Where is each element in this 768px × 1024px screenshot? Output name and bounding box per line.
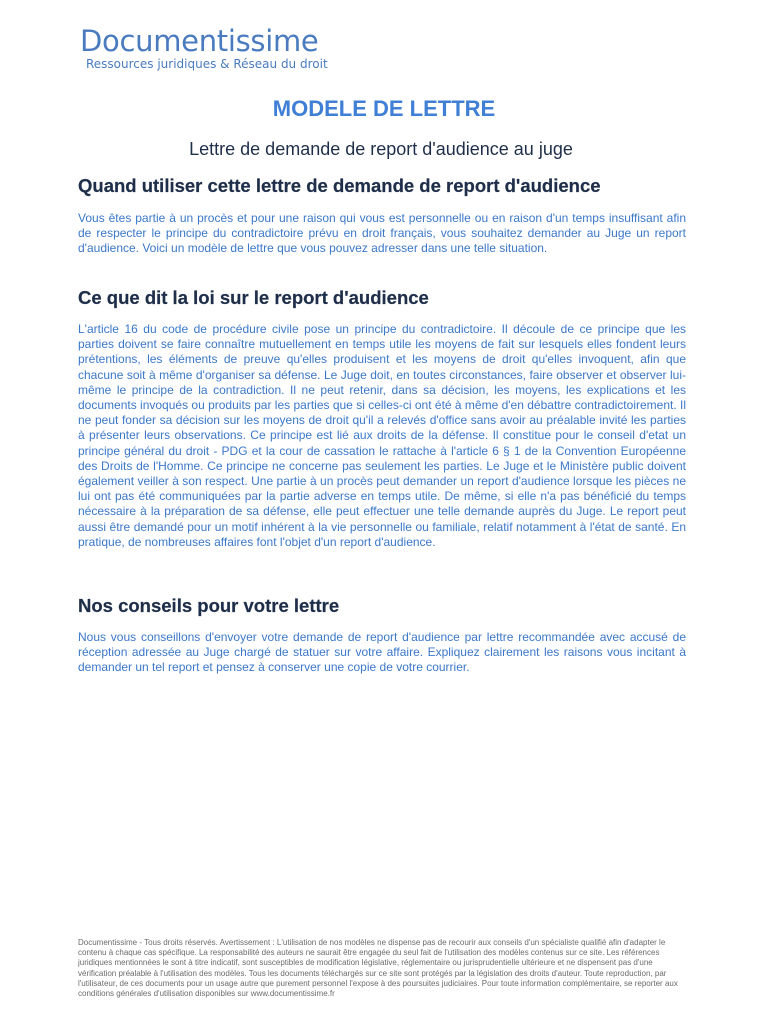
document-title: MODELE DE LETTRE [272,96,496,121]
section-heading-advice: Nos conseils pour votre lettre [78,595,340,616]
site-logo [80,24,328,71]
logo-tagline: Ressources juridiques & Réseau du droit [86,57,328,71]
section-body-when-to-use: Vous êtes partie à un procès et pour une raison qui vous est personnelle ou en raison d'un temps insuffisant afin de respecter le principe du contradictoire prévu en droit français, vous souhaitez demander au Juge un report d'audience. Voici un modèle de lettre que vous pouvez adresser dans une telle situation. [78,211,686,256]
section-heading-law: Ce que dit la loi sur le report d'audience [78,287,429,308]
section-body-advice: Nous vous conseillons d'envoyer votre demande de report d'audience par lettre recommandée avec accusé de réception adressée au Juge chargé de statuer sur votre affaire. Expliquez clairement les raisons vous incitant à demander un tel report et pensez à conserver une copie de votre courrier. [78,630,686,675]
document-subtitle: Lettre de demande de report d'audience au juge [189,139,573,159]
section-heading-when-to-use: Quand utiliser cette lettre de demande de report d'audience [78,175,601,196]
section-body-law: L'article 16 du code de procédure civile pose un principe du contradictoire. Il découle de ce principe que les parties doivent se faire connaître mutuellement en temps utile les moyens de fait sur lesquels elles fondent leurs prétentions, les éléments de preuve qu'elles produisent et les moyens de droit qu'elles invoquent, afin que chacune soit à même d'organiser sa défense. Le Juge doit, en toutes circonstances, faire observer et observer lui-même le principe de la contradiction. Il ne peut retenir, dans sa décision, les moyens, les explications et les documents invoqués ou produits par les parties que si celles-ci ont été à même d'en débattre contradictoirement. Il ne peut fonder sa décision sur les moyens de droit qu'il a relevés d'office sans avoir au préalable invité les parties à présenter leurs observations. Ce principe est lié aux droits de la défense. Il constitue pour le conseil d'etat un principe général du droit - PDG et la cour de cassation le rattache à l'article 6 § 1 de la Convention Européenne des Droits de l'Homme. Ce principe ne concerne pas seulement les parties. Le Juge et le Ministère public doivent également veiller à son respect. Une partie à un procès peut demander un report d'audience lorsque les pièces ne lui ont pas été communiquées par la partie adverse en temps utile. De même, si elle n'a pas bénéficié du temps nécessaire à la préparation de sa défense, elle peut effectuer une telle demande auprès du Juge. Le report peut aussi être demandé pour un motif inhérent à la vie personnelle ou familiale, relatif notamment à l'état de santé. En pratique, de nombreuses affaires font l'objet d'un report d'audience. [78,322,686,549]
logo-name: Documentissime [80,24,319,58]
legal-footer: Documentissime - Tous droits réservés. Avertissement : L'utilisation de nos modèles ne dispense pas de recourir aux conseils d'un spécialiste qualifié afin d'adapter le contenu à chaque cas spécifique. La responsabilité des auteurs ne saurait être engagée du seul fait de l'utilisation des modèles contenus sur ce site. Les références juridiques mentionnées le sont à titre indicatif, sont susceptibles de modification législative, réglementaire ou jurisprudentielle ultérieure et ne dispensent pas d'une vérification préalable à l'utilisation des modèles. Tous les documents téléchargés sur ce site sont protégés par la législation des droits d'auteur. Toute reproduction, par l'utilisateur, de ces documents pour un usage autre que purement personnel l'expose à des poursuites judiciaires. Pour toute information complémentaire, se reporter aux conditions générales d'utilisation disponibles sur www.documentissime.fr [78,938,678,999]
